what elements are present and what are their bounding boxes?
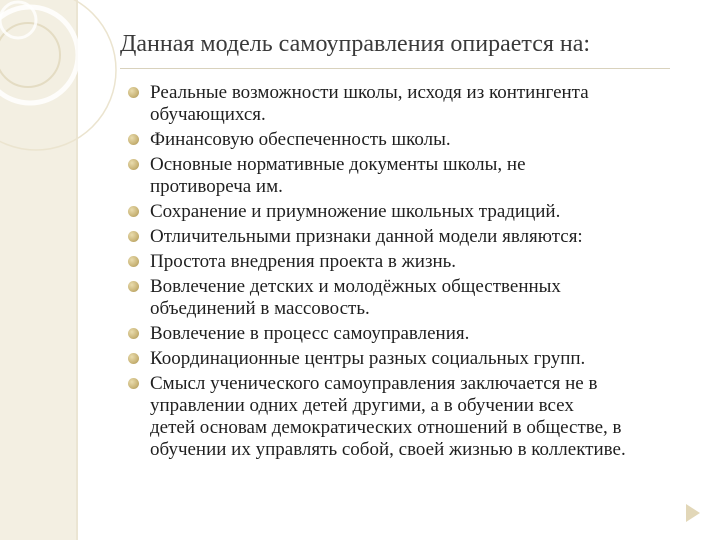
bullet-item (128, 226, 708, 248)
bullet-item (128, 154, 708, 198)
bullet-dot-icon (128, 281, 139, 292)
bullet-text-line: Простота внедрения проекта в жизнь. (150, 251, 457, 272)
decorative-circles (0, 0, 140, 200)
bullet-item (128, 373, 708, 461)
slide-title: Данная модель самоуправления опирается на: (120, 31, 591, 57)
bullet-text-line: Смысл ученического самоуправления заключается не в (150, 373, 598, 394)
bullet-dot-icon (128, 134, 139, 145)
bullet-dot-icon (128, 378, 139, 389)
bullet-dot-icon (128, 231, 139, 242)
deco-circle-large (0, 7, 78, 103)
bullet-item (128, 348, 708, 370)
bullet-text-line: Вовлечение в процесс самоуправления. (150, 323, 470, 344)
bullet-text-line: Основные нормативные документы школы, не (150, 154, 526, 175)
bullet-item (128, 82, 708, 126)
bullet-item (128, 201, 708, 223)
bullet-item (128, 323, 708, 345)
deco-circle-outer (0, 0, 116, 150)
corner-arrow-icon (686, 504, 700, 522)
bullet-text-line: детей основам демократических отношений в обществе, в (150, 417, 622, 438)
bullet-text-line: обучении их управлять собой, своей жизнью в коллективе. (150, 439, 626, 460)
bullet-text-line: Финансовую обеспеченность школы. (150, 129, 451, 150)
bullet-item (128, 251, 708, 273)
bullet-item (128, 276, 708, 320)
bullet-text-line: обучающихся. (150, 104, 266, 125)
bullet-text-line: противореча им. (150, 176, 283, 197)
bullet-dot-icon (128, 328, 139, 339)
bullet-text-line: Координационные центры разных социальных групп. (150, 348, 586, 369)
bullet-dot-icon (128, 206, 139, 217)
bullet-dot-icon (128, 353, 139, 364)
title-underline (120, 68, 670, 69)
bullet-dot-icon (128, 87, 139, 98)
bullet-text-line: управлении одних детей другими, а в обучении всех (150, 395, 574, 416)
bullet-text-line: объединений в массовость. (150, 298, 370, 319)
bullet-dot-icon (128, 159, 139, 170)
bullet-text-line: Реальные возможности школы, исходя из контингента (150, 82, 589, 103)
bullet-text-line: Отличительными признаки данной модели являются: (150, 226, 583, 247)
bullet-dot-icon (128, 256, 139, 267)
bullet-text-line: Сохранение и приумножение школьных традиций. (150, 201, 561, 222)
bullet-text-line: Вовлечение детских и молодёжных общественных (150, 276, 561, 297)
bullet-list (128, 82, 708, 464)
bullet-item (128, 129, 708, 151)
